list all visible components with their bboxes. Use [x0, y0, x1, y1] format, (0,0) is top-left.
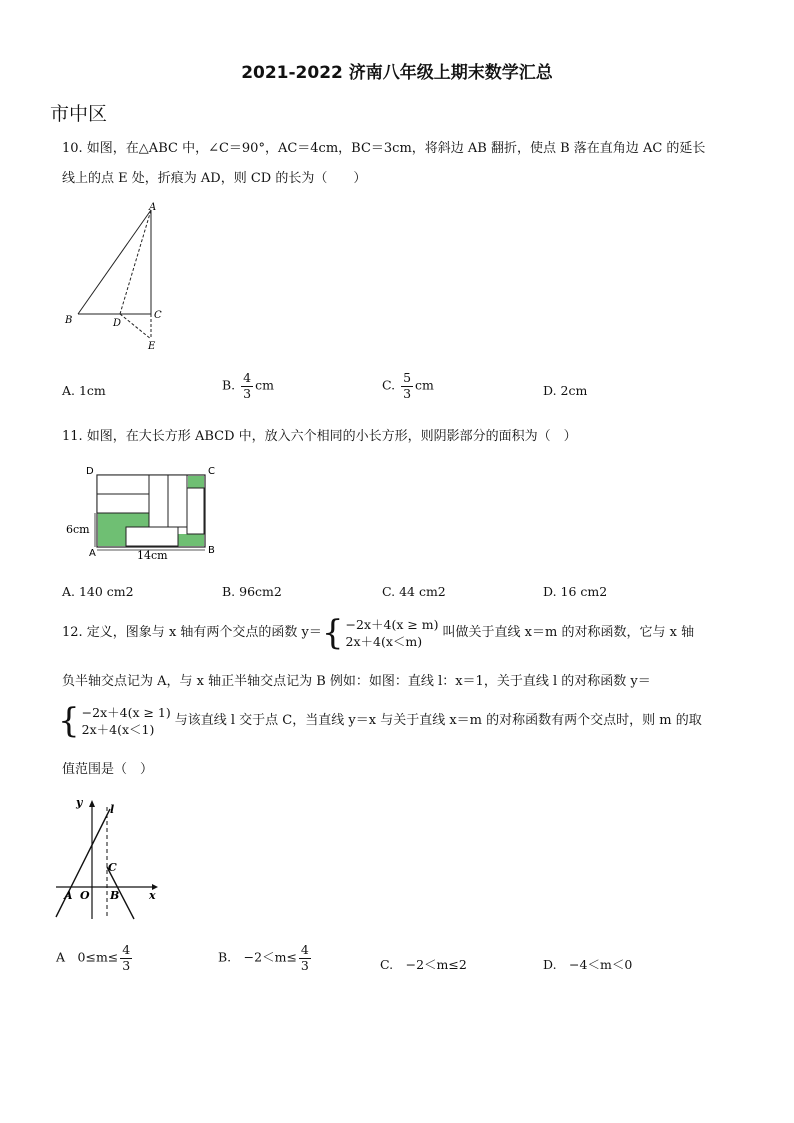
fraction: $\frac{4}{3}$ — [300, 942, 309, 973]
q10-text-line2: 线上的点 E 处，折痕为 AD，则 CD 的长为（ ） — [62, 171, 367, 186]
q12-graph-figure — [52, 795, 162, 925]
q12-option-a[interactable]: A 0≤m≤ $\frac{4}{3}$ — [56, 942, 131, 973]
width-label: 14cm — [137, 549, 168, 562]
fraction: $\frac{5}{3}$ — [403, 370, 412, 401]
label-o: O — [80, 889, 90, 902]
fraction: $\frac{4}{3}$ — [122, 942, 131, 973]
fraction: $\frac{4}{3}$ — [243, 370, 252, 401]
label-d: D — [86, 466, 94, 477]
small-rect-5 — [126, 527, 178, 546]
q12-text-line1: 12. 定义，图象与 x 轴有两个交点的函数 y＝ { −2x＋4(x ≥ m) 2x＋4(x＜m) 叫做关于直线 x＝m 的对称函数，它与 x 轴 — [62, 613, 695, 653]
q12-option-d[interactable]: D. −4＜m＜0 — [543, 957, 633, 972]
page-title: 2021-2022 济南八年级上期末数学汇总 — [241, 63, 553, 83]
q12-option-c[interactable]: C. −2＜m≤2 — [380, 957, 467, 972]
small-rect-2 — [97, 494, 149, 513]
small-rect-3 — [149, 475, 168, 527]
label-d: D — [113, 318, 122, 329]
q11-rectangle-figure — [62, 462, 222, 566]
q12-option-b[interactable]: B. −2＜m≤ $\frac{4}{3}$ — [218, 942, 309, 973]
label-b: B — [65, 315, 73, 326]
q12-text-line3: { −2x＋4(x ≥ 1) 2x＋4(x＜1) 与该直线 l 交于点 C，当直线 y＝x 与关于直线 x＝m 的对称函数有两个交点时，则 m 的取 — [58, 701, 702, 741]
q12-text-line4: 值范围是（ ） — [62, 762, 154, 777]
q11-option-c[interactable]: C. 44 cm2 — [382, 584, 446, 599]
shaded-region-top-right — [188, 476, 204, 488]
label-a: A — [149, 202, 157, 213]
shaded-region-corner — [188, 534, 204, 546]
q11-option-d[interactable]: D. 16 cm2 — [543, 584, 608, 599]
label-a: A — [89, 548, 96, 559]
q11-text-line1: 11. 如图，在大长方形 ABCD 中，放入六个相同的小长方形，则阴影部分的面积为（ ） — [62, 429, 577, 444]
q10-option-a[interactable]: A. 1cm — [62, 383, 106, 398]
q11-option-a[interactable]: A. 140 cm2 — [62, 584, 134, 599]
segment-ab — [78, 210, 151, 314]
label-e: E — [148, 341, 156, 352]
label-a: A — [64, 889, 73, 902]
label-c: C — [208, 466, 215, 477]
small-rect-1 — [97, 475, 149, 494]
q10-option-c[interactable]: C. $\frac{5}{3}$ cm — [382, 370, 434, 401]
height-label: 6cm — [66, 523, 90, 536]
label-b: B — [208, 545, 215, 556]
fold-line-ad — [120, 210, 151, 314]
q10-option-b[interactable]: B. $\frac{4}{3}$ cm — [222, 370, 274, 401]
label-y: y — [76, 796, 83, 809]
q10-text-line1: 10. 如图，在△ABC 中，∠C＝90°，AC＝4cm，BC＝3cm，将斜边 AB 翻折，使点 B 落在直角边 AC 的延长 — [62, 141, 706, 156]
label-x: x — [149, 889, 156, 902]
small-rect-6 — [187, 488, 204, 534]
piecewise-function-1: { −2x＋4(x ≥ m) 2x＋4(x＜m) — [321, 613, 439, 653]
label-l: l — [110, 803, 115, 816]
small-rect-4 — [168, 475, 187, 527]
label-c: C — [154, 310, 162, 321]
section-heading: 市中区 — [50, 103, 108, 125]
q10-triangle-figure — [58, 200, 178, 356]
segment-de — [120, 314, 151, 339]
q10-option-d[interactable]: D. 2cm — [543, 383, 588, 398]
label-c: C — [108, 861, 117, 874]
label-b: B — [110, 889, 120, 902]
piecewise-function-2: { −2x＋4(x ≥ 1) 2x＋4(x＜1) — [58, 701, 171, 741]
q11-option-b[interactable]: B. 96cm2 — [222, 584, 282, 599]
q12-text-line2: 负半轴交点记为 A，与 x 轴正半轴交点记为 B 例如：如图：直线 l：x＝1，关于直线 l 的对称函数 y＝ — [62, 674, 651, 689]
